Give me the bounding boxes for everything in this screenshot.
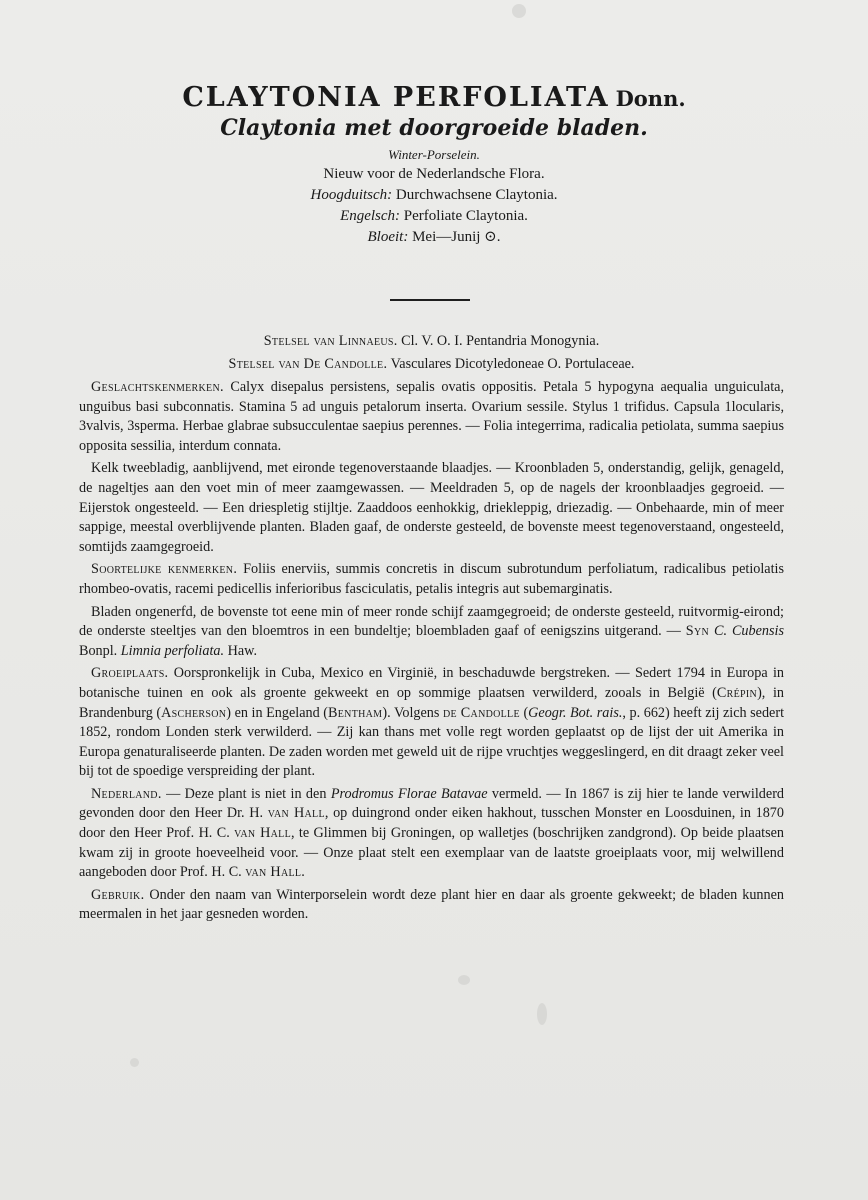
english-name-line — [0, 206, 868, 227]
english-label: Engelsch: — [340, 208, 401, 224]
genus-characters-dutch: Kelk tweebladig, aanblijvend, met eironde tegenoverstaande blaadjes. — Kroonbladen 5, onderstandig, gelijk, genageld, de nageltjes aan den voet min of meer zaamgewassen. — Meeldraden 5, op de nagels der kroonblaadjes gegroeid. — Eijerstok ongesteeld. — Een driespletig stijltje. Zaaddoos eenhokkig, driekleppig, driezadig. — Onbehaarde, min of meer sappige, meestal overblijvende planten. Bladen gaaf, de onderste gesteeld, de bovenste meest tegenoverstaand, ongesteeld, somtijds zaamgegroeid. — [79, 460, 784, 555]
bloom-line — [0, 227, 868, 248]
habitat-paragraph — [79, 664, 784, 782]
species-latin-text: Foliis enerviis, summis concretis in discum subrotundum perfoliatum, radicalibus petiolatis rhombeo-ovatis, racemi pedicellis inferioribus fasciculatis, petalis integris aut subemarginatis. — [79, 561, 785, 597]
synonym-1-author: Bonpl. — [79, 642, 118, 659]
author-crepin: Crépin — [716, 684, 758, 701]
paper-stain — [512, 4, 526, 18]
habitat-text: ( — [523, 704, 529, 721]
use-label: Gebruik. — [91, 886, 145, 903]
author-van-hall: van Hall — [234, 825, 291, 842]
paper-stain — [537, 1003, 547, 1025]
german-label: Hoogduitsch: — [310, 187, 393, 203]
netherlands-text: . — [301, 864, 305, 881]
habitat-text: ). Volgens — [382, 704, 440, 721]
genus-characters-latin — [79, 378, 784, 456]
species-characters-dutch — [79, 603, 784, 662]
genus-latin-text: Calyx disepalus persistens, sepalis ovatis oppositis. Petala 5 hypogyna aequalia unguiculata, unguibus basi subconnatis. Stamina 5 ad unguis petalorum inserta. Ovarium sessile. Stylus 1 trifidus. Capsula 1locularis, 3valvis, 3sperma. Herbae glabrae subsucculentae saepius perennes. — Folia integerrima, radicalia petiolata, summa saepius opposita sessilia, interdum connata. — [79, 379, 785, 454]
title-line — [0, 82, 868, 113]
novelty-note: Nieuw voor de Nederlandsche Flora. — [323, 166, 545, 182]
english-name: Perfoliate Claytonia. — [403, 208, 528, 224]
habitat-text: , p. 662) heeft zij zich sedert 1852, rondom Londen sterk verwilderd. — Zij kan thans met volle regt worden geplaatst op de lijst der uit Amerika in Europa genaturaliseerde planten. De zaden worden met geweld uit de rijpe vruchtjes weggeslingerd, en dit draagt zeker veel bij tot de spoedige verspreiding der plant. — [79, 704, 785, 780]
author-van-hall: van Hall — [267, 805, 325, 822]
page-header — [0, 82, 868, 248]
netherlands-paragraph — [79, 785, 784, 883]
species-author: Donn. — [615, 86, 686, 111]
paper-stain — [458, 975, 470, 985]
vernacular-name: Winter-Porselein. — [388, 147, 480, 162]
dutch-name: Claytonia met doorgroeide bladen. — [220, 115, 648, 141]
use-text: Onder den naam van Winterporselein wordt deze plant hier en daar als groente gekweekt; de bladen kunnen meermalen in het jaar gesneden worden. — [79, 886, 784, 923]
author-bentham: Bentham — [328, 704, 383, 721]
candolle-system — [79, 354, 784, 375]
description-body — [79, 331, 784, 925]
german-name-line — [0, 185, 868, 206]
netherlands-text: — Deze plant is niet in den — [166, 785, 327, 802]
bloom-value: Mei—Junij ⊙. — [412, 229, 501, 245]
netherlands-text: vermeld. — In 1867 is zij hier te lande verwilderd gevonden door den Heer Dr. H. — [79, 785, 785, 822]
habitat-text: ) en in Engeland ( — [226, 704, 329, 721]
section-divider — [390, 299, 470, 301]
habitat-label: Groeiplaats. — [91, 665, 169, 682]
species-characters-latin — [79, 560, 784, 599]
author-ascherson: Ascherson — [161, 704, 227, 721]
linnaeus-value: Cl. V. O. I. Pentandria Monogynia. — [401, 333, 600, 349]
linnaeus-label: Stelsel van Linnaeus. — [263, 333, 398, 349]
synonym-2-author: Haw. — [227, 642, 258, 659]
candolle-label: Stelsel van De Candolle. — [228, 356, 388, 372]
species-title: CLAYTONIA PERFOLIATA — [182, 82, 610, 113]
bloom-label: Bloeit: — [367, 229, 409, 245]
habitat-text: ), in Brandenburg ( — [79, 684, 784, 721]
author-van-hall: van Hall — [245, 864, 302, 881]
synonym-label: Syn — [685, 623, 710, 640]
species-dutch-text: Bladen ongenerfd, de bovenste tot eene min of meer ronde schijf zaamgegroeid; de onderste gesteeld, ruitvormig-eirond; de onderste steeltjes van den bloemtros in een bundeltje; bloembladen gaaf of eenigszins uitgerand. — — [79, 603, 784, 640]
reference-prodromus: Prodromus Florae Batavae — [330, 785, 488, 802]
genus-label: Geslachtskenmerken. — [91, 379, 224, 395]
use-paragraph — [79, 886, 784, 925]
candolle-value: Vasculares Dicotyledoneae O. Portulaceae. — [390, 356, 635, 372]
netherlands-text: , te Glimmen bij Groningen, op walletjes (boschrijken zandgrond). Op beide plaatsen kwam zij in groote hoeveelheid voor. — Onze plaat stelt een exemplaar van de laatste groeiplaats voor, mij welwillend aangeboden door Prof. H. C. — [79, 825, 784, 881]
linnaeus-system — [79, 331, 784, 352]
netherlands-label: Nederland. — [91, 785, 162, 802]
habitat-text: Oorspronkelijk in Cuba, Mexico en Virginië, in beschaduwde bergstreken. — Sedert 1794 in Europa in botanische tuinen en ook als groente gekweekt en op sommige plaatsen verwilderd, zooals in België ( — [79, 665, 785, 701]
synonym-2: Limnia perfoliata. — [120, 642, 225, 659]
german-name: Durchwachsene Claytonia. — [395, 187, 558, 203]
reference-geogr: Geogr. Bot. rais. — [528, 704, 623, 721]
netherlands-text: , op duingrond onder eiken hakhout, tusschen Monster en Loosduinen, in 1870 door den Heer Prof. H. C. — [79, 805, 784, 842]
paper-stain — [130, 1058, 139, 1067]
synonym-1: C. Cubensis — [713, 623, 784, 640]
species-label: Soortelijke kenmerken. — [91, 561, 238, 578]
author-candolle: de Candolle — [442, 704, 520, 721]
